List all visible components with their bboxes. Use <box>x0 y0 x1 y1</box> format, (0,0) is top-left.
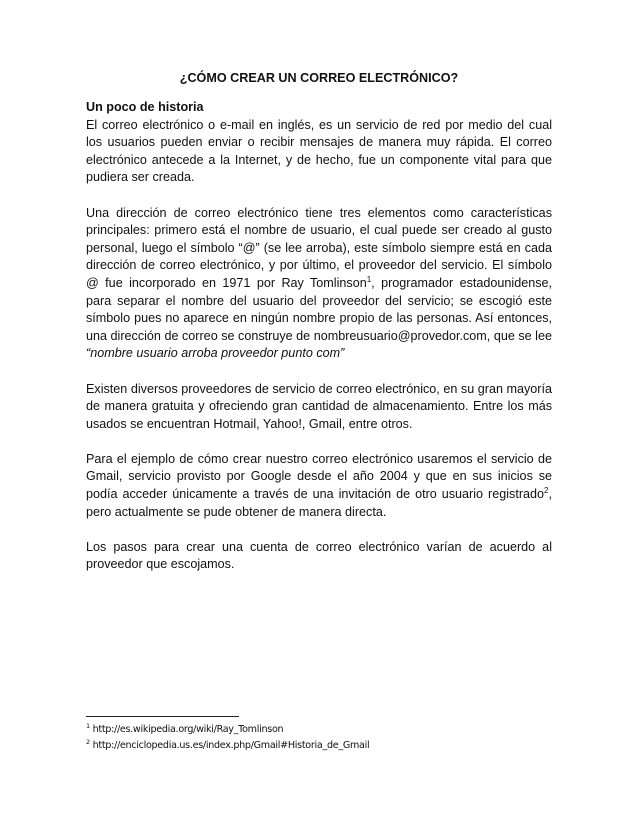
paragraph-2-text-b: , programador estadounidense, para separar el nombre del usuario del proveedor del servicio; se escogió este símbolo pues no aparece en ningún nombre propio de las personas. Así entonces, una dirección de correo se construye de nombreusuario@provedor.com, que se lee <box>86 275 553 343</box>
paragraph-2 <box>86 205 552 363</box>
paragraph-4 <box>86 451 552 521</box>
paragraph-2-text-a: Una dirección de correo electrónico tiene tres elementos como características principales: primero está el nombre de usuario, el cual puede ser creado al gusto personal, luego el símbolo “@” (se lee arroba), este símbolo siempre está en cada dirección de correo electrónico, y por último, el proveedor del servicio. El símbolo @ fue incorporado en 1971 por Ray Tomlinson <box>86 205 552 290</box>
paragraph-history <box>86 99 552 187</box>
footnote-1-number: 1 <box>86 722 90 730</box>
paragraph-3: Existen diversos proveedores de servicio de correo electrónico, en su gran mayoría de manera gratuita y ofreciendo gran cantidad de almacenamiento. Entre los más usados se encuentran Hotmail, Yahoo!, Gmail, entre otros. <box>86 381 552 431</box>
paragraph-2-italic: “nombre usuario arroba proveedor punto com” <box>86 346 345 361</box>
footnote-ref-1: 1 <box>366 274 372 284</box>
document-title: ¿CÓMO CREAR UN CORREO ELECTRÓNICO? <box>179 71 459 85</box>
footnotes <box>86 722 552 754</box>
document-body <box>86 99 552 592</box>
section-heading: Un poco de historia <box>86 100 204 114</box>
footnote-separator <box>86 716 239 717</box>
footnote-ref-2: 2 <box>544 486 549 496</box>
footnote-1-link[interactable]: http://es.wikipedia.org/wiki/Ray_Tomlinson <box>92 724 284 735</box>
footnote-2-link[interactable]: http://enciclopedia.us.es/index.php/Gmail#Historia_de_Gmail <box>92 740 370 751</box>
paragraph-5: Los pasos para crear una cuenta de correo electrónico varían de acuerdo al proveedor que escojamos. <box>86 539 552 572</box>
paragraph-4-text-a: Para el ejemplo de cómo crear nuestro correo electrónico usaremos el servicio de Gmail, servicio provisto por Google desde el año 2004 y que en sus inicios se podía acceder únicamente a través de una invitación de otro usuario registrado <box>86 451 552 502</box>
footnote-2-number: 2 <box>86 738 90 746</box>
footnote-1 <box>86 722 552 738</box>
paragraph-4-text-b: , pero actualmente se pude obtener de manera directa. <box>86 487 552 519</box>
footnote-2 <box>86 738 552 754</box>
paragraph-1-text: El correo electrónico o e-mail en inglés, es un servicio de red por medio del cual los usuarios pueden enviar o recibir mensajes de manera muy rápida. El correo electrónico antecede a la Internet, y de hecho, fue un componente vital para que pudiera ser creada. <box>86 117 552 185</box>
